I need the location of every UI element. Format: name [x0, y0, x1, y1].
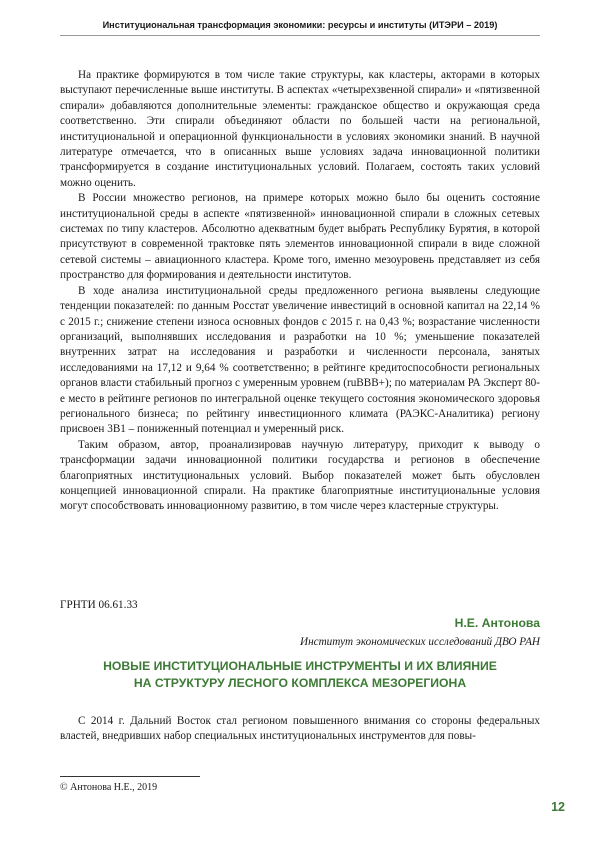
- paragraph: В России множество регионов, на примере которых можно было бы оценить состояние институциональной среды в аспекте «пятизвенной» инновационной спирали в сложных сетевых системах по типу кластеров. Абсолютно адекватным будет выбрать Республику Бурятия, в которой присутствуют в современной трактовке пять элементов инновационной спирали в виде сложной сетевой системы – авиационного кластера. Кроме того, именно мезоуровень представляет из себя пространство для формирования и деятельности институтов.: [60, 192, 540, 282]
- main-text: [60, 68, 540, 515]
- paragraph: На практике формируются в том числе такие структуры, как кластеры, акторами в которых выступают перечисленные выше институты. В аспектах «четырехзвенной спирали» и «пятизвенной спирали» добавляются дополнительные элементы: гражданское общество и окружающая среда соответственно. Эти спирали объединяют области по большей части на региональной, институциональной и операционной функциональности в условиях экономики знаний. В научной литературе отмечается, что в описанных выше условиях задача инновационной политики трансформируется в создание институциональных условий. Полагаем, состоять таких условий можно оценить.: [60, 69, 540, 189]
- page-number: 12: [551, 800, 565, 814]
- header-divider: [60, 35, 540, 36]
- article-title-line-1: НОВЫЕ ИНСТИТУЦИОНАЛЬНЫЕ ИНСТРУМЕНТЫ И ИХ ВЛИЯНИЕ: [103, 659, 497, 673]
- copyright-footnote: © Антонова Н.Е., 2019: [60, 782, 158, 793]
- author-affiliation: Институт экономических исследований ДВО РАН: [300, 636, 540, 648]
- grnti-code: ГРНТИ 06.61.33: [60, 599, 138, 611]
- article-intro: [60, 714, 540, 745]
- footnote-divider: [60, 776, 200, 777]
- running-header: Институциональная трансформация экономики: ресурсы и институты (ИТЭРИ – 2019): [102, 20, 498, 30]
- article-title: [60, 658, 540, 692]
- paragraph: С 2014 г. Дальний Восток стал регионом повышенного внимания со стороны федеральных властей, внедривших набор специальных институциональных инструментов для повы-: [60, 715, 540, 743]
- article-title-line-2: НА СТРУКТУРУ ЛЕСНОГО КОМПЛЕКСА МЕЗОРЕГИОНА: [133, 676, 467, 690]
- paragraph: Таким образом, автор, проанализировав научную литературу, приходит к выводу о трансформации задачи инновационной политики государства и регионов в обеспечение благоприятных институциональных условий. Выбор показателей может быть обусловлен концепцией инновационной спирали. На практике благоприятные институциональные условия могут способствовать инновационному развитию, в том числе через кластерные структуры.: [60, 438, 540, 513]
- author-name: Н.Е. Антонова: [454, 616, 540, 630]
- paragraph: В ходе анализа институциональной среды предложенного региона выявлены следующие тенденции показателей: по данным Росстат увеличение инвестиций в основной капитал на 22,14 % с 2015 г.; снижение степени износа основных фондов с 2015 г. на 0,43 %; возрастание численности организаций, выполнявших исследования и разработки на 10 %; уменьшение показателей внутренних затрат на исследования и разработки и численности персонала, занятых исследованиями на 17,12 и 9,64 % соответственно; в рейтинге кредитоспособности региональных органов власти стабильный прогноз с умеренным уровнем (ruBBB+); по материалам РА Эксперт 80-е место в рейтинге регионов по интегральной оценке текущего состояния экономического здоровья регионального бизнеса; по рейтингу инвестиционного климата (РАЭКС-Аналитика) региону присвоен 3В1 – пониженный потенциал и умеренный риск.: [60, 284, 540, 436]
